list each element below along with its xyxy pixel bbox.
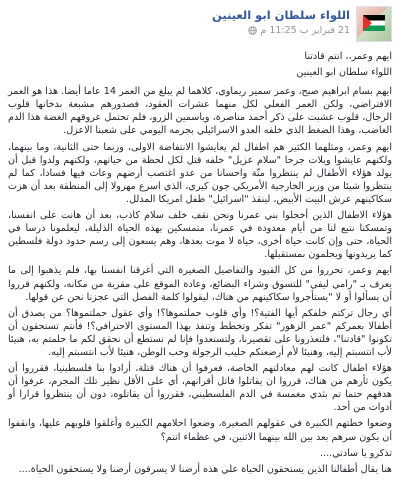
post-paragraph: ايهم بسام ابراهيم صبح، وعمر سمير ريماوي، كلاهما لم يبلغ من العمر 14 عاما أيضا. هذا هو العمر الافتراضي، ولكن العمر الفعلي لكل منهما عشرات العقود، فصدورهم مشبعة بدخانها قلوب الرجال، قلوب عشبت على ذكر أحمد مناصرة، وياسمين الزرو، فلم تحتمل عروقهم الغضة هذا الدم الغاضب، وهذا الضغط الذي خلفه العدو الاسرائيلي بجرمه اليومي على شعبنا الاعزل. <box>8 86 393 137</box>
post-paragraph: تذكرو يا سادتي.... <box>320 447 392 459</box>
post-paragraph: هؤلاء الاطفال الذين أخجلوا بني عمرنا ونحن نقف خلف سلام كاذب، بعد أن هانت على انفسنا، وتمسكنا نتبع لنا من أيام معدودة في عمرنا، متمسكين بهذه الحياة الذليلة، ليعلمونا درسا في الحياة، حتى وإن كانت حياة أخرى، حياة لا موت بعدها، وهم يسعون إلى رسم حدود دولة فلسطين كما يريدونها ويحلمون بمستقبلها. <box>8 210 392 261</box>
post-timestamp-link[interactable]: 21 فبراير ب 11:25 م <box>260 25 350 36</box>
post-paragraph: أي رجال تركتم خلفكم أيها الفتية؟! وأي قلوب حملتموها؟! وأي عقول حملتموها؟ من يصدق أن أطفالا بعمركم "عمر الزهور" تفكر وتخطط وتنفذ بهذا المستوى الاحترافي؟! فأنتم تستحقون أن تكونوا "قادتنا"، فلتعذرونا على تقصيرنا، ولتستعدوا فإنا لم نستطع أن نحقق لكم ما حلمتم به، هنيئا لأب انتسبتم إليه، وهنيئا لأم أرضعتكم حليب الرجولة وحب الوطن، هنيئا لأب انتسبتم إليه. <box>8 307 392 358</box>
post-paragraph-byline: اللواء سلطان ابو العينين <box>296 67 392 79</box>
author-name-link[interactable]: اللواء سلطان ابو العينين <box>212 8 350 22</box>
post-paragraph: ايهم وعمر، ومثلهما الكثير هم اطفال لم يعايشوا الانتفاضة الاولى، وربما حتى الثانية، وما بينهما، ولكنهم عايشوا ويلات جرحا "سلام عزيل" خلفه قتل لكل لحظة من حياتهم، ولكنهم ولدوا قبل أن يولد هؤلاء الأطفال لم ينتظروا منّة واحسانا من عدو اغتصب أرضهم وعاث فيها فسادا، كما لم ينتظروا شيئا من وزير الخارجية الأمريكي جون كيري، الذي اسرع مهرولا إلى المنطقة بعد أن هزت سكاكينهم عرش البيت الأبيض، لينقذ "اسرائيل" طفل امريكا المدلل. <box>8 141 392 205</box>
author-avatar[interactable] <box>356 6 392 42</box>
post-paragraph: هؤلاء اطفال كانت لهم معادلتهم الخاصة، فعرفوا أن هناك قتلة، أرادوا بنا فلسطينيا، فقرروا أن يكون ثأرهم من هناك، قرروا ان يقاتلوا قاتل أقرانهم، أي على الأقل نظير تلك المجرم، عرفوا أن هدفهم حتما تم بثدي مغمسة في الدم الفلسطيني، فقرروا أن يقاتلوه، دون أن ينتظروا قرارا أو أدوات من أحد. <box>8 363 392 414</box>
palestine-flag-icon <box>363 15 385 31</box>
timestamp-row <box>212 25 350 36</box>
post-paragraph-title: ايهم وعمر،، انتم قادتنا <box>304 51 392 62</box>
post-paragraph: هنا يقال أطفالنا الذين يستحقون الحياة علي هذه أرضنا لا يسرقون أرضنا ولا يستحقون الحياة.... <box>18 463 392 475</box>
post-meta <box>212 6 350 36</box>
post-paragraph: ايهم وعمر، تحرروا من كل القيود والتفاصيل الصغيرة التي أغرقنا انفسنا بها، فلم يذهبوا إلى ما يعرف بـ "رامي ليفي" للتسوق وشراء البضائع، وعادة الموقع على مقربة من مكانه، ولكنهم قرروا أن يسألوا أو لا "يستأجروا سكاكينهم من هناك، ليقولوا كلمة الفصل التي عجزنا نحن عن قولها. <box>8 265 392 303</box>
globe-icon[interactable] <box>248 26 257 35</box>
post-header <box>8 6 392 46</box>
post-body <box>8 50 392 476</box>
post-paragraph: وضعوا خطتهم الكبيرة في عقولهم الصغيرة، وضعوا احلامهم الكبيرة وأغلقوا قلوبهم عليها، وانقفوا أن يكون سرهم بعد بين الله بينهما الاثنين، في عظماء انتم؟ <box>8 418 392 443</box>
